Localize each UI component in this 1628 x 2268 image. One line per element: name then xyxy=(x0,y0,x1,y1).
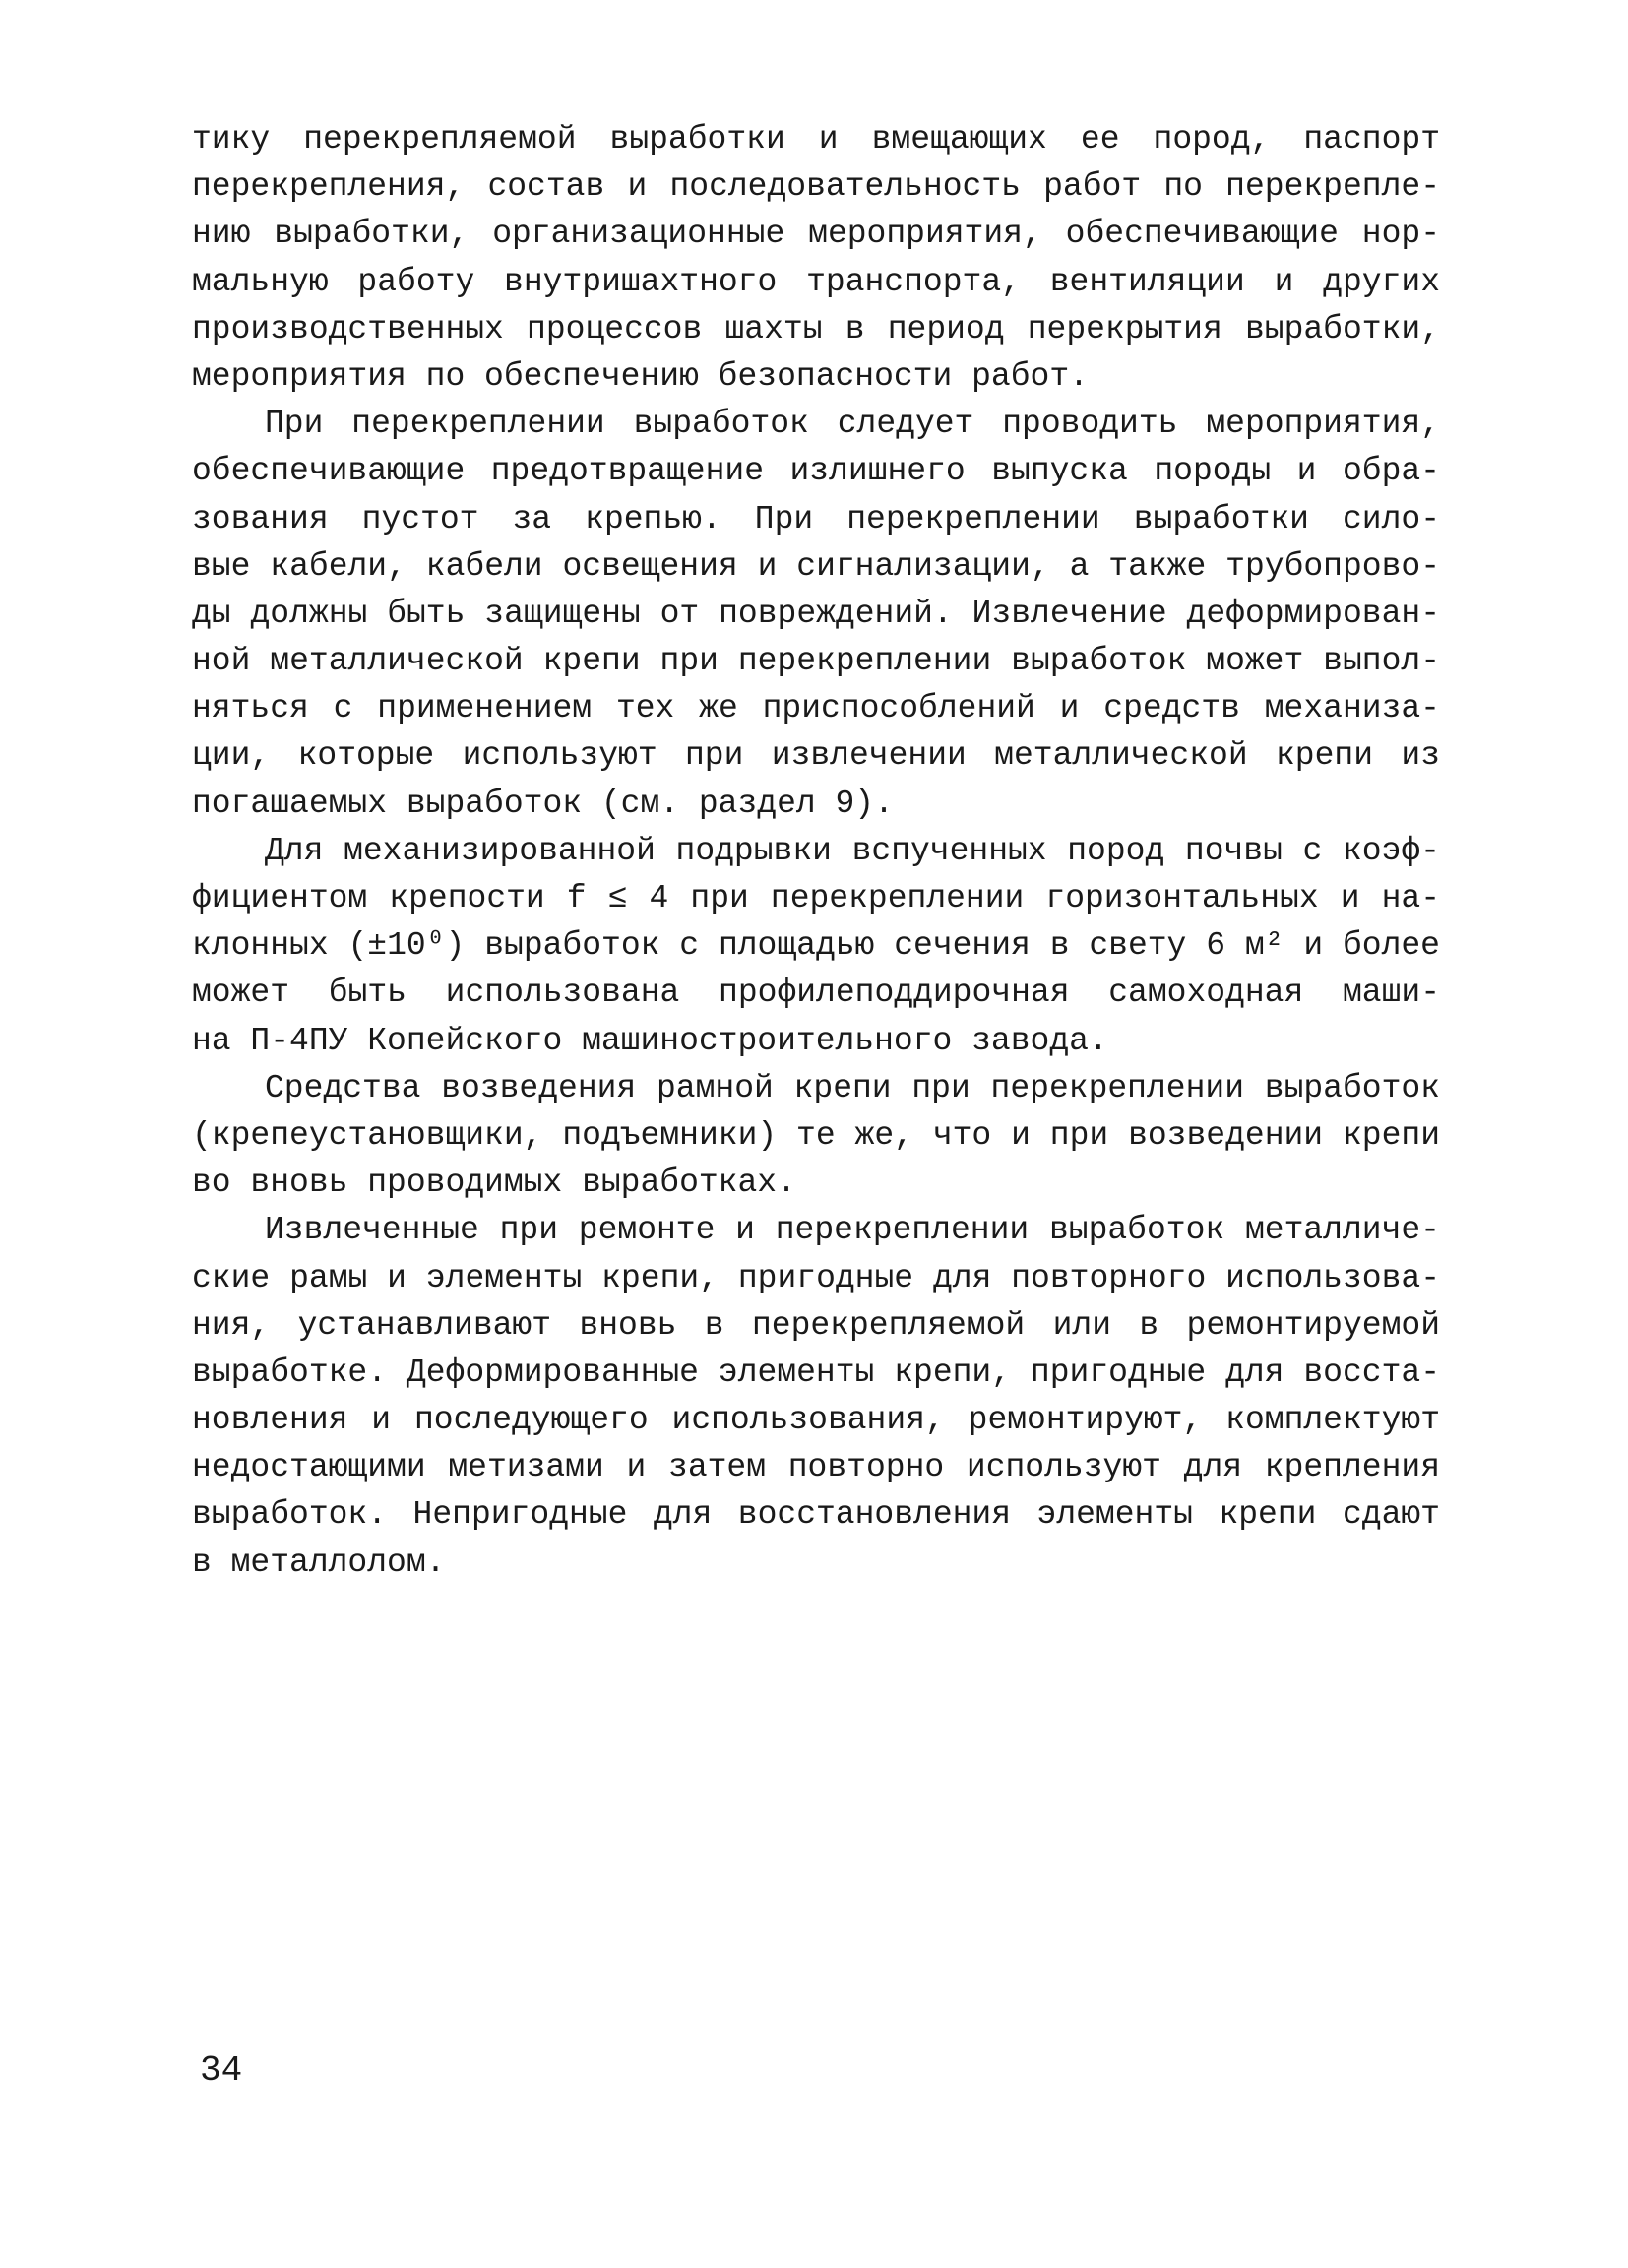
text-line: клонных (±10⁰) выработок с площадью сечения в свету 6 м² и более xyxy=(192,927,1440,965)
text-line: Извлеченные при ремонте и перекреплении выработок металличе- xyxy=(265,1212,1440,1249)
text-line: фициентом крепости f ≤ 4 при перекреплении горизонтальных и на- xyxy=(192,880,1440,916)
text-line: ции, которые используют при извлечении металлической крепи из xyxy=(192,737,1440,775)
text-line: ной металлической крепи при перекреплении выработок может выпол- xyxy=(192,643,1440,680)
text-line: может быть использована профилеподдирочная самоходная маши- xyxy=(192,975,1440,1012)
paragraph-3 xyxy=(192,828,1440,1065)
text-line: погашаемых выработок (см. раздел 9). xyxy=(192,785,894,822)
text-line: ды должны быть защищены от повреждений. Извлечение деформирован- xyxy=(192,595,1440,632)
text-line: мероприятия по обеспечению безопасности работ. xyxy=(192,357,1089,395)
paragraph-1 xyxy=(192,116,1440,401)
text-line: При перекреплении выработок следует проводить мероприятия, xyxy=(265,406,1440,443)
body-text xyxy=(192,116,1440,1587)
text-line: выработок. Непригодные для восстановления элементы крепи сдают xyxy=(192,1496,1440,1534)
text-line: Для механизированной подрывки вспученных пород почвы с коэф- xyxy=(265,832,1440,869)
text-line: на П-4ПУ Копейского машиностроительного завода. xyxy=(192,1022,1108,1059)
text-line: новления и последующего использования, ремонтируют, комплектуют xyxy=(192,1402,1440,1439)
text-line: выработке. Деформированные элементы крепи, пригодные для восста- xyxy=(192,1354,1440,1391)
text-line: Средства возведения рамной крепи при перекреплении выработок xyxy=(265,1069,1440,1106)
text-line: мальную работу внутришахтного транспорта, вентиляции и других xyxy=(192,263,1440,300)
text-line: в металлолом. xyxy=(192,1544,446,1581)
text-line: производственных процессов шахты в период перекрытия выработки, xyxy=(192,310,1440,347)
text-line: обеспечивающие предотвращение излишнего выпуска породы и обра- xyxy=(192,453,1440,490)
text-line: няться с применением тех же приспособлений и средств механиза- xyxy=(192,690,1440,727)
text-line: (крепеустановщики, подъемники) те же, что и при возведении крепи xyxy=(192,1116,1440,1154)
text-line: перекрепления, состав и последовательность работ по перекрепле- xyxy=(192,168,1440,206)
text-line: вые кабели, кабели освещения и сигнализации, а также трубопрово- xyxy=(192,547,1440,585)
text-line: тику перекрепляемой выработки и вмещающих ее пород, паспорт xyxy=(192,121,1440,158)
paragraph-5 xyxy=(192,1207,1440,1587)
page-number: 34 xyxy=(200,2050,243,2091)
paragraph-4 xyxy=(192,1065,1440,1208)
text-line: ские рамы и элементы крепи, пригодные для повторного использова- xyxy=(192,1259,1440,1296)
text-line: зования пустот за крепью. При перекреплении выработки сило- xyxy=(192,500,1440,537)
text-line: ния, устанавливают вновь в перекрепляемой или в ремонтируемой xyxy=(192,1306,1440,1344)
text-line: недостающими метизами и затем повторно используют для крепления xyxy=(192,1449,1440,1486)
text-line: нию выработки, организационные мероприятия, обеспечивающие нор- xyxy=(192,216,1440,253)
text-line: во вновь проводимых выработках. xyxy=(192,1165,796,1202)
paragraph-2 xyxy=(192,401,1440,828)
